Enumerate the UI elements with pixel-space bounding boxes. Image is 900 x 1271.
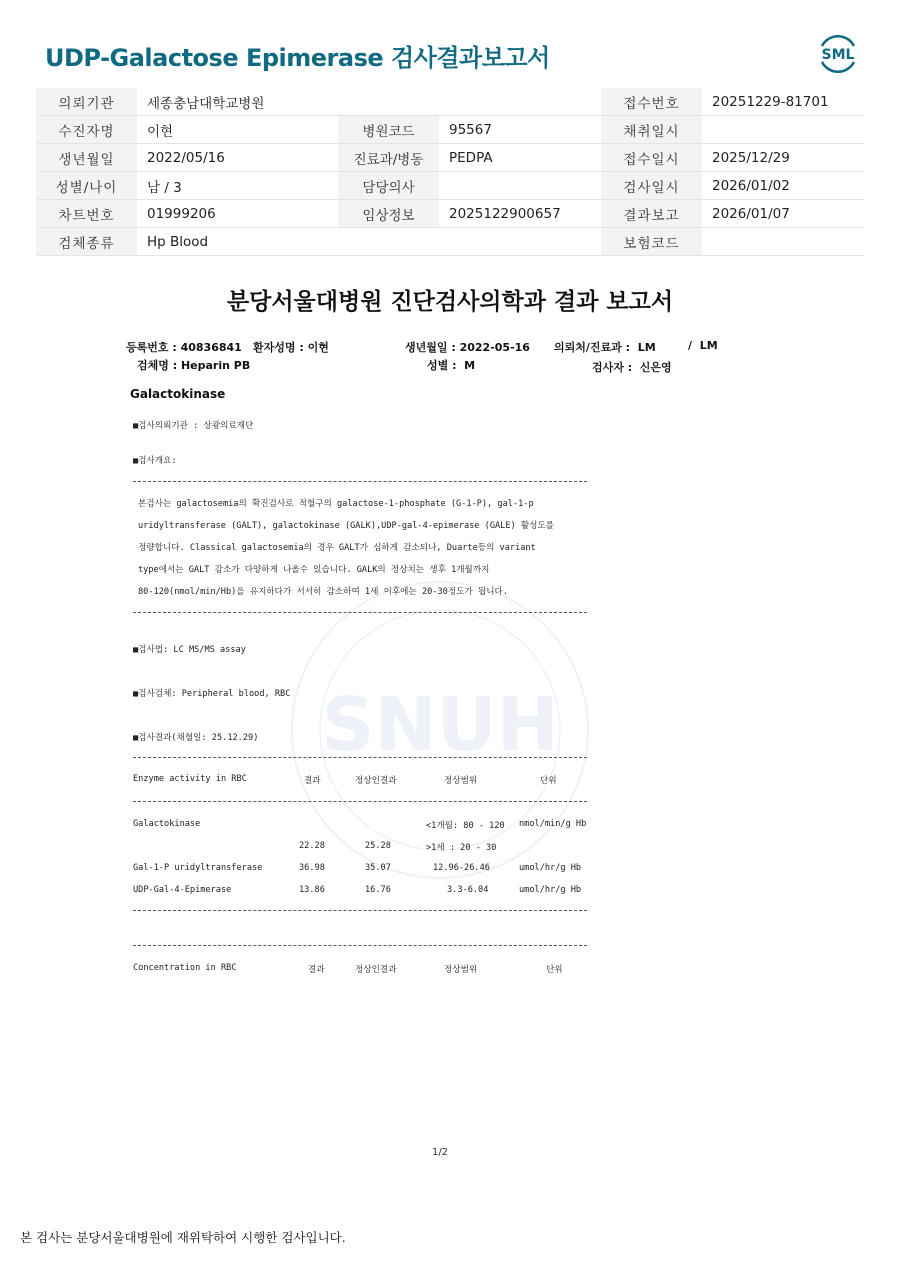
table-header: 정상범위 [444, 965, 478, 975]
info-row [36, 144, 864, 172]
info-value: 2022/05/16 [137, 144, 338, 172]
divider [133, 910, 587, 911]
table-cell: Gal-1-P uridyltransferase [133, 863, 263, 873]
table-cell: 22.28 [299, 841, 325, 851]
specimen: 검체명 : Heparin PB [137, 359, 251, 372]
table-cell: 16.76 [365, 885, 391, 895]
info-label: 검체종류 [36, 228, 137, 256]
divider [133, 481, 587, 482]
table-header: Enzyme activity in RBC [133, 774, 247, 784]
table-header: 단위 [546, 965, 563, 975]
info-value: 2025122900657 [439, 200, 601, 228]
divider [133, 612, 587, 613]
info-label: 임상정보 [338, 200, 439, 228]
info-label: 보험코드 [601, 228, 702, 256]
patient-info-table [36, 88, 864, 256]
watermark-text: SNUH [321, 682, 559, 768]
result-label: ■검사결과(채혈일: 25.12.29) [133, 733, 259, 743]
table-cell: nmol/min/g Hb [519, 819, 587, 829]
info-label: 담당의사 [338, 172, 439, 200]
divider [133, 945, 587, 946]
overview-line: 본검사는 galactosemia의 확진검사로 적혈구의 galactose-1-phosphate (G-1-P), gal-1-p [138, 499, 534, 509]
info-value: 세종충남대학교병원 [137, 88, 338, 116]
table-cell: <1개월: 80 - 120 [426, 821, 505, 831]
reg-no: 등록번호 : 40836841 [126, 341, 242, 354]
sml-logo [814, 32, 862, 76]
info-label: 결과보고 [601, 200, 702, 228]
birth-date: 생년월일 : 2022-05-16 [405, 341, 530, 354]
table-header: 단위 [540, 776, 557, 786]
table-header: 결과 [304, 776, 321, 786]
table-header: 정상범위 [444, 776, 478, 786]
info-label: 검사일시 [601, 172, 702, 200]
table-cell: 13.86 [299, 885, 325, 895]
divider [133, 801, 587, 802]
info-label: 채취일시 [601, 116, 702, 144]
table-cell: 25.28 [365, 841, 391, 851]
info-label: 생년월일 [36, 144, 137, 172]
info-value: 20251229-81701 [702, 88, 864, 116]
info-row [36, 172, 864, 200]
divider [133, 757, 587, 758]
table-cell: 3.3-6.04 [447, 885, 489, 895]
info-row [36, 200, 864, 228]
dept-second: / LM [688, 339, 718, 352]
overview-line: 80-120(nmol/min/Hb)을 유지하다가 서서히 감소하여 1세 이후에는 20-30정도가 됩니다. [138, 587, 508, 597]
table-cell: umol/hr/g Hb [519, 885, 582, 895]
table-cell: Galactokinase [133, 819, 201, 829]
info-value: 95567 [439, 116, 601, 144]
table-cell: umol/hr/g Hb [519, 863, 582, 873]
overview-line: 정량합니다. Classical galactosemia의 경우 GALT가 심하게 감소되나, Duarte등의 variant [138, 543, 536, 553]
table-header: 결과 [308, 965, 325, 975]
info-value [439, 228, 601, 256]
overview-line: uridyltransferase (GALT), galactokinase (GALK),UDP-gal-4-epimerase (GALE) 활성도를 [138, 521, 555, 531]
dept: 의뢰처/진료과 : LM [554, 341, 656, 354]
page-number: 1/2 [431, 1147, 449, 1158]
info-value [439, 88, 601, 116]
patient-name: 환자성명 : 이현 [253, 341, 329, 354]
sex: 성별 : M [427, 359, 476, 372]
overview-line: type에서는 GALT 감소가 다양하게 나올수 있습니다. GALK의 정상치는 생후 1개월까지 [138, 565, 490, 575]
info-value: Hp Blood [137, 228, 338, 256]
report-heading: 분당서울대병원 진단검사의학과 결과 보고서 [226, 289, 674, 315]
snuh-watermark [250, 580, 630, 880]
table-cell: 35.07 [365, 863, 391, 873]
table-cell: 12.96-26.46 [433, 863, 490, 873]
info-value: 남 / 3 [137, 172, 338, 200]
info-label: 접수일시 [601, 144, 702, 172]
info-label: 의뢰기관 [36, 88, 137, 116]
examiner: 검사자 : 신은영 [592, 361, 672, 374]
info-row [36, 116, 864, 144]
info-value: 2026/01/07 [702, 200, 864, 228]
table-header: Concentration in RBC [133, 963, 237, 973]
info-label: 수진자명 [36, 116, 137, 144]
info-label: 성별/나이 [36, 172, 137, 200]
method-line: ■검사법: LC MS/MS assay [133, 645, 246, 655]
overview-label: ■검사개요: [133, 456, 177, 466]
info-value [702, 228, 864, 256]
table-cell: 36.98 [299, 863, 325, 873]
table-cell: UDP-Gal-4-Epimerase [133, 885, 232, 895]
section-title: Galactokinase [130, 387, 226, 401]
info-value [439, 172, 601, 200]
info-label: 병원코드 [338, 116, 439, 144]
agency-line: ■검사의뢰기관 : 상광의료재단 [133, 421, 254, 431]
info-value: PEDPA [439, 144, 601, 172]
footer-note: 본 검사는 분당서울대병원에 재위탁하여 시행한 검사입니다. [20, 1230, 346, 1245]
info-label: 진료과/병동 [338, 144, 439, 172]
info-value: 01999206 [137, 200, 338, 228]
table-cell: >1세 : 20 - 30 [426, 843, 497, 853]
info-label: 차트번호 [36, 200, 137, 228]
info-row [36, 228, 864, 256]
info-label: 접수번호 [601, 88, 702, 116]
info-value: 이현 [137, 116, 338, 144]
report-title: UDP-Galactose Epimerase 검사결과보고서 [45, 44, 550, 72]
table-header: 정상인결과 [355, 776, 397, 786]
info-row [36, 88, 864, 116]
logo-text: SML [821, 47, 855, 63]
table-header: 정상인결과 [355, 965, 397, 975]
sample-line: ■검사검체: Peripheral blood, RBC [133, 689, 291, 699]
info-label [338, 228, 439, 256]
info-label [338, 88, 439, 116]
info-value [702, 116, 864, 144]
info-value: 2025/12/29 [702, 144, 864, 172]
info-value: 2026/01/02 [702, 172, 864, 200]
